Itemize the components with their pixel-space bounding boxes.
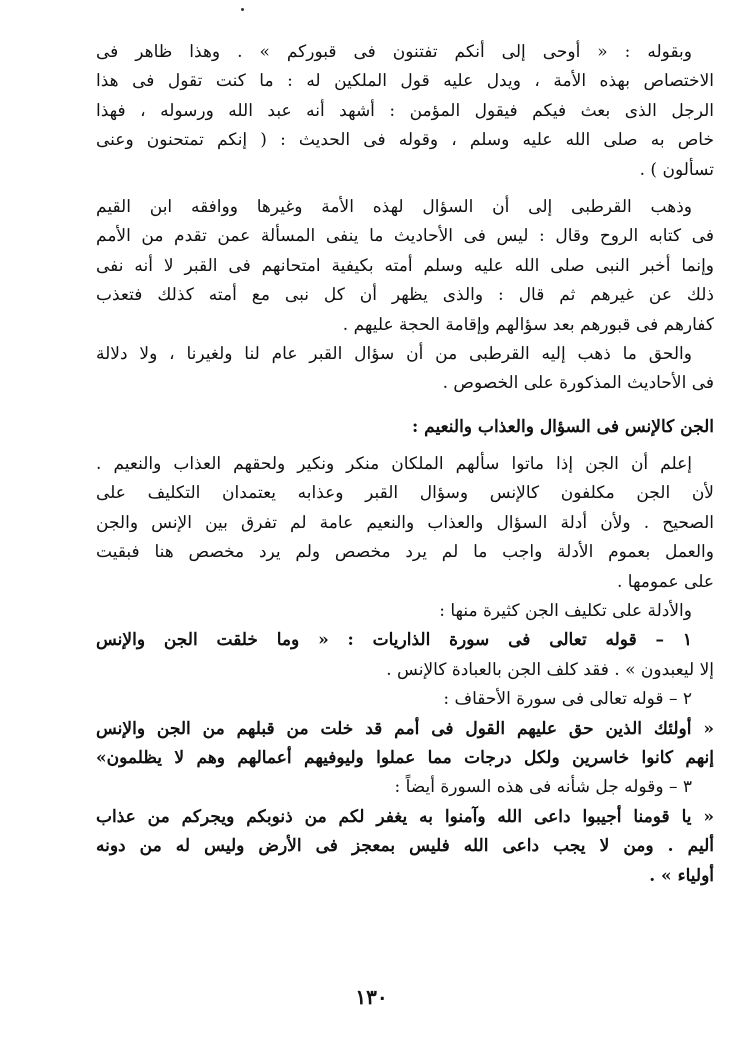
paragraph-5 — [96, 597, 714, 626]
text-line: لأن الجن مكلفون كالإنس وسؤال القبر وعذابه يعتمدان التكليف على — [96, 483, 714, 504]
paragraph-4 — [96, 450, 714, 597]
page-body — [96, 38, 714, 891]
text-line: الرجل الذى بعث فيكم فيقول المؤمن : أشهد أنه عبد الله ورسوله ، فهذا — [96, 100, 714, 121]
paragraph-9 — [96, 773, 714, 802]
text-line: خاص به صلى الله عليه وسلم ، وقوله فى الحديث : ( إنكم تمتحنون وعنى — [96, 130, 714, 151]
text-line: الصحيح . ولأن أدلة السؤال والعذاب والنعيم عامة لم تفرق بين الإنس والجن — [96, 512, 714, 533]
text-line: فى الأحاديث المذكورة على الخصوص . — [442, 373, 714, 394]
page-number: ١٣٠ — [355, 985, 388, 1009]
text-line: على عمومها . — [616, 571, 714, 592]
text-line: كفارهم فى قبورهم بعد سؤالهم وإقامة الحجة عليهم . — [342, 314, 714, 335]
quran-quote-1 — [96, 715, 714, 774]
text-line: ذلك عن غيرهم ثم قال : والذى يظهر أن كل نبى مع أمته كذلك فتعذب — [96, 285, 714, 306]
text-line: والحق ما ذهب إليه القرطبى من أن سؤال القبر عام لنا ولغيرنا ، ولا دلالة — [96, 343, 692, 364]
text-line: الاختصاص بهذه الأمة ، ويدل عليه قول الملكين له : ما كنت تقول فى هذا — [96, 71, 714, 92]
text-line: إلا ليعبدون » . فقد كلف الجن بالعبادة كالإنس . — [386, 659, 714, 680]
paragraph-3 — [96, 340, 714, 399]
quote-line: أولياء » . — [649, 865, 714, 886]
text-line: ١ – قوله تعالى فى سورة الذاريات : « وما خلقت الجن والإنس — [96, 630, 692, 651]
text-line: وإنما أخبر النبى صلى الله عليه وسلم أمته بكيفية امتحانهم فى القبر لا أنه نفى — [96, 255, 714, 276]
quote-line: « يا قومنا أجيبوا داعى الله وآمنوا به يغفر لكم من ذنوبكم ويجركم من عذاب — [96, 806, 714, 827]
text-line: وذهب القرطبى إلى أن السؤال لهذه الأمة وغيرها ووافقه ابن القيم — [96, 196, 692, 217]
paragraph-1 — [96, 38, 714, 185]
text-line: إعلم أن الجن إذا ماتوا سألهم الملكان منكر ونكير ولحقهم العذاب والنعيم . — [96, 454, 692, 475]
paragraph-6 — [96, 626, 714, 685]
text-line: ٣ – وقوله جل شأنه فى هذه السورة أيضاً : — [394, 777, 692, 798]
text-line: ٢ – قوله تعالى فى سورة الأحقاف : — [443, 689, 692, 710]
text-line: فى كتابه الروح وقال : ليس فى الأحاديث ما ينفى المسألة عمن تقدم من الأمم — [96, 226, 714, 247]
quote-line: أليم . ومن لا يجب داعى الله فليس بمعجز فى الأرض وليس له من دونه — [96, 836, 714, 857]
paragraph-2 — [96, 193, 714, 340]
scan-speck — [241, 8, 244, 11]
text-line: تسألون ) . — [639, 159, 714, 180]
quran-quote-2 — [96, 803, 714, 891]
quote-line: « أولئك الذين حق عليهم القول فى أمم قد خلت من قبلهم من الجن والإنس — [96, 718, 714, 739]
section-heading: الجن كالإنس فى السؤال والعذاب والنعيم : — [411, 416, 714, 437]
text-line: وبقوله : « أوحى إلى أنكم تفتنون فى قبوركم » . وهذا ظاهر فى — [96, 42, 692, 62]
text-line: والعمل بعموم الأدلة واجب ما لم يرد مخصص ولم يرد مخصص هنا فبقيت — [96, 542, 714, 563]
text-line: والأدلة على تكليف الجن كثيرة منها : — [439, 601, 692, 622]
paragraph-7 — [96, 685, 714, 714]
quote-line: إنهم كانوا خاسرين ولكل درجات مما عملوا وليوفيهم أعمالهم وهم لا يظلمون» — [96, 747, 714, 768]
